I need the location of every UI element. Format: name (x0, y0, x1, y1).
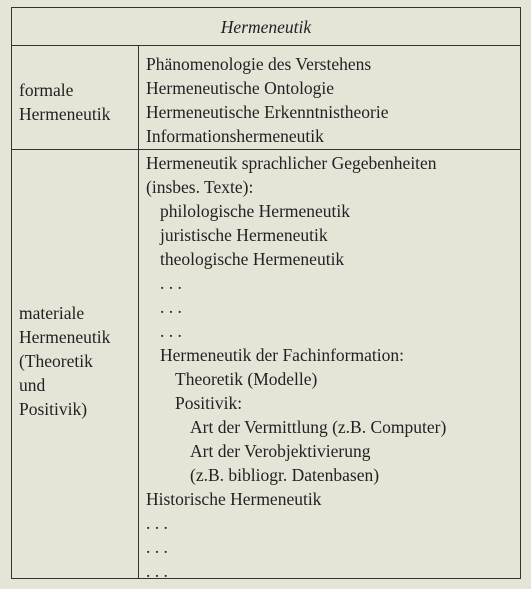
content-line: Art der Verobjektivierung (190, 441, 371, 461)
content-line: Positivik: (175, 393, 243, 413)
content-line: Hermeneutik der Fachinformation: (160, 345, 404, 365)
row-formale-content (146, 52, 516, 148)
row-label-line: Positivik) (19, 399, 88, 419)
row-formale-label (19, 78, 137, 126)
content-line: Hermeneutik sprachlicher Gegebenheiten (146, 153, 437, 173)
content-line: (z.B. bibliogr. Datenbasen) (190, 465, 380, 485)
row-label-line: und (19, 375, 46, 395)
ellipsis-line: . . . (146, 561, 168, 581)
row-divider (12, 149, 520, 150)
content-line: Hermeneutische Ontologie (146, 78, 335, 98)
column-divider (138, 46, 139, 578)
content-line: Theoretik (Modelle) (175, 369, 318, 389)
content-line: juristische Hermeneutik (160, 225, 328, 245)
row-label-line: Hermeneutik (19, 327, 111, 347)
row-materiale-label (19, 301, 137, 421)
content-line: Informationshermeneutik (146, 126, 324, 146)
content-line: Hermeneutische Erkenntnistheorie (146, 102, 389, 122)
content-line: Historische Hermeneutik (146, 489, 322, 509)
row-label-line: materiale (19, 303, 85, 323)
table-title: Hermeneutik (220, 17, 312, 37)
hermeneutik-table (11, 7, 521, 579)
row-label-line: formale (19, 80, 74, 100)
content-line: (insbes. Texte): (146, 177, 254, 197)
content-line: philologische Hermeneutik (160, 201, 351, 221)
content-line: Art der Vermittlung (z.B. Computer) (190, 417, 447, 437)
content-line: theologische Hermeneutik (160, 249, 345, 269)
ellipsis-line: . . . (160, 297, 182, 317)
header-divider (12, 45, 520, 46)
row-label-line: (Theoretik (19, 351, 93, 371)
ellipsis-line: . . . (146, 537, 168, 557)
row-label-line: Hermeneutik (19, 104, 111, 124)
row-materiale-content (146, 151, 516, 583)
ellipsis-line: . . . (160, 273, 182, 293)
content-line: Phänomenologie des Verstehens (146, 54, 372, 74)
ellipsis-line: . . . (146, 513, 168, 533)
ellipsis-line: . . . (160, 321, 182, 341)
